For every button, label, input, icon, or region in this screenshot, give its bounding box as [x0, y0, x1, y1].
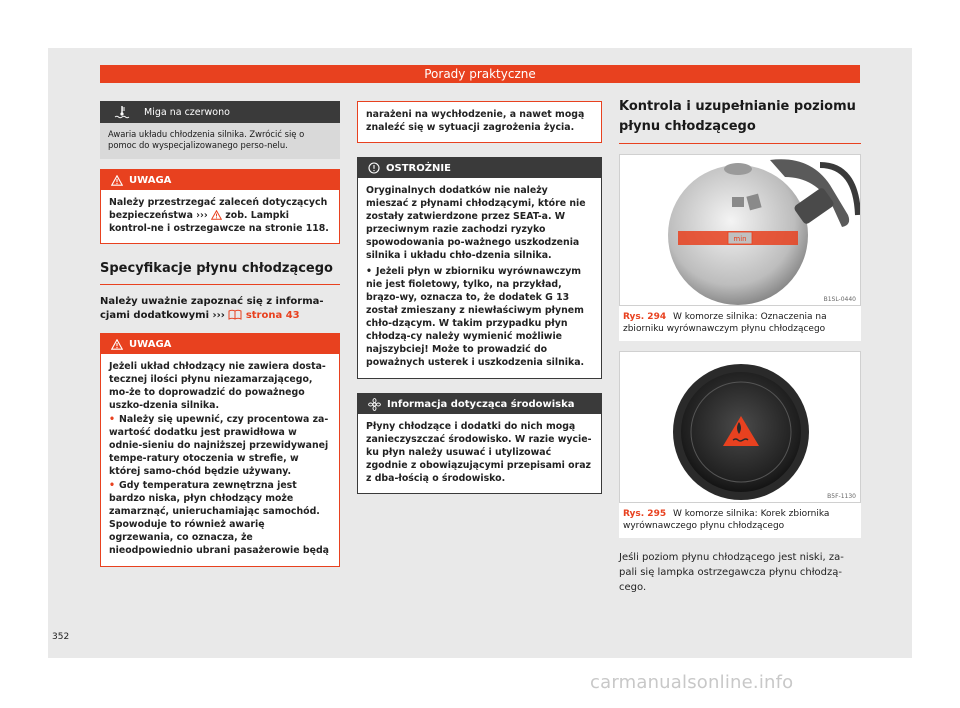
environment-title: Informacja dotycząca środowiska [387, 398, 575, 410]
figure-caption-text: W komorze silnika: Oznaczenia na zbiorniku wyrównawczym płynu chłodzącego [623, 312, 827, 334]
coolant-temperature-icon [100, 101, 144, 123]
figure-ref: Rys. 295 [623, 509, 667, 519]
expansion-tank-illustration [620, 155, 861, 306]
figure-caption-text: W komorze silnika: Korek zbiornika wyrównawczego płynu chłodzącego [623, 509, 830, 531]
environment-box [357, 393, 602, 494]
page-header: Porady praktyczne [100, 65, 860, 83]
warning-box-1-link[interactable]: zob. Lampki kontrol-ne i ostrzegawcze na stronie 118. [109, 210, 329, 234]
environment-header [358, 394, 601, 414]
warning-light-box [100, 101, 340, 159]
middle-column [357, 101, 602, 494]
warning-light-label: Miga na czerwono [144, 106, 230, 118]
warning-box-2-continued [357, 101, 602, 143]
bullet-icon: • [109, 480, 115, 491]
figure-tank-cap [619, 351, 861, 503]
figure-caption-294 [619, 306, 861, 341]
environment-text: Płyny chłodzące i dodatki do nich mogą zanieczyszczać środowisko. W razie wycie-ku płyn należy usuwać i utylizować zgodnie z obowiązującymi przepisami oraz z dba-łością o środowisko. [366, 421, 592, 484]
min-mark-label: min [733, 235, 747, 243]
caution-title: OSTROŻNIE [386, 162, 451, 174]
warning-box-2-header [101, 334, 339, 354]
warning-light-header [100, 101, 340, 123]
warning-box-1 [100, 169, 340, 244]
warning-box-2-paragraph: Jeżeli układ chłodzący nie zawiera dosta-tecznej ilości płynu niezamarzającego, mo-że to doprowadzić do poważnego uszko-dzenia silnika. [109, 361, 326, 411]
section-lead-link[interactable]: strona 43 [245, 310, 300, 321]
caution-header [358, 158, 601, 178]
warning-box-2-bullet: • Gdy temperatura zewnętrzna jest bardzo niska, płyn chłodzący może zamarznąć, unieruchamiając samochód. Spowoduje to również awarię ogrzewania, co oznacza, że nieodpowiednio ubrani pasażerowie będą [109, 480, 329, 556]
page-number: 352 [52, 632, 70, 642]
warning-box-2 [100, 333, 340, 567]
warning-box-2-bullet: • Należy się upewnić, czy procentowa za-wartość dodatku jest prawidłowa w odnie-sieniu do najniższej przewidywanej tempe-ratury otoczenia w strefie, w której samo-chód będzie używany. [109, 414, 329, 477]
warning-light-text: Awaria układu chłodzenia silnika. Zwrócić się o pomoc do wyspecjalizowanego perso-nelu. [100, 123, 340, 159]
warning-box-1-body [101, 190, 339, 243]
section-lead-text: Należy uważnie zapoznać się z informa-cjami dodatkowymi ››› [100, 296, 324, 321]
tank-cap-illustration [620, 352, 861, 503]
warning-box-1-title: UWAGA [129, 174, 172, 186]
figure-code: B1SL-0440 [823, 296, 856, 303]
watermark: carmanualsonline.info [590, 672, 794, 693]
warning-box-2-title: UWAGA [129, 338, 172, 350]
section-title-coolant-check: Kontrola i uzupełnianie poziomu płynu chłodzącego [619, 93, 861, 144]
warning-box-1-header [101, 170, 339, 190]
figure-caption-295 [619, 503, 861, 538]
section-lead [100, 295, 340, 323]
caution-box [357, 157, 602, 379]
environment-flower-icon [368, 398, 381, 411]
warning-box-2-body [101, 354, 339, 566]
left-column [100, 101, 340, 567]
figure-ref: Rys. 294 [623, 312, 667, 322]
warning-box-1-text-before: Należy przestrzegać zaleceń dotyczących bezpieczeństwa ››› [109, 197, 328, 221]
right-column [619, 93, 861, 595]
warning-triangle-icon [111, 339, 123, 350]
bullet-icon: • [366, 266, 372, 277]
section-title-coolant-specs: Specyfikacje płynu chłodzącego [100, 260, 340, 285]
warning-triangle-icon [111, 175, 123, 186]
coolant-level-body-text: Jeśli poziom płynu chłodzącego jest niski, za-pali się lampka ostrzegawcza płynu chłodzą-cego. [619, 552, 844, 593]
caution-circle-icon [368, 162, 380, 174]
figure-expansion-tank [619, 154, 861, 306]
figure-code: B5F-1130 [827, 493, 856, 500]
bullet-icon: • [109, 414, 115, 425]
caution-body [358, 178, 601, 378]
book-reference-icon [228, 309, 242, 320]
warning-triangle-inline-icon [211, 210, 222, 220]
caution-bullet: • Jeżeli płyn w zbiorniku wyrównawczym nie jest fioletowy, tylko, na przykład, brązo-wy, oznacza to, że dodatek G 13 został zmieszany z niewłaściwym płynem chło-dzącym. W takim przypadku płyn chłodzą-cy należy wymienić możliwie najszybciej! Może to prowadzić do poważnych usterek i uszkodzenia silnika. [366, 266, 585, 368]
warning-continuation-text: narażeni na wychłodzenie, a nawet mogą znaleźć się w sytuacji zagrożenia życia. [366, 109, 585, 133]
caution-paragraph: Oryginalnych dodatków nie należy mieszać z płynami chłodzącymi, które nie zostały zatwierdzone przez SEAT-a. W przeciwnym razie zachodzi ryzyko spowodowania po-ważnego uszkodzenia silnika i układu chło-dzenia silnika. [366, 185, 586, 261]
